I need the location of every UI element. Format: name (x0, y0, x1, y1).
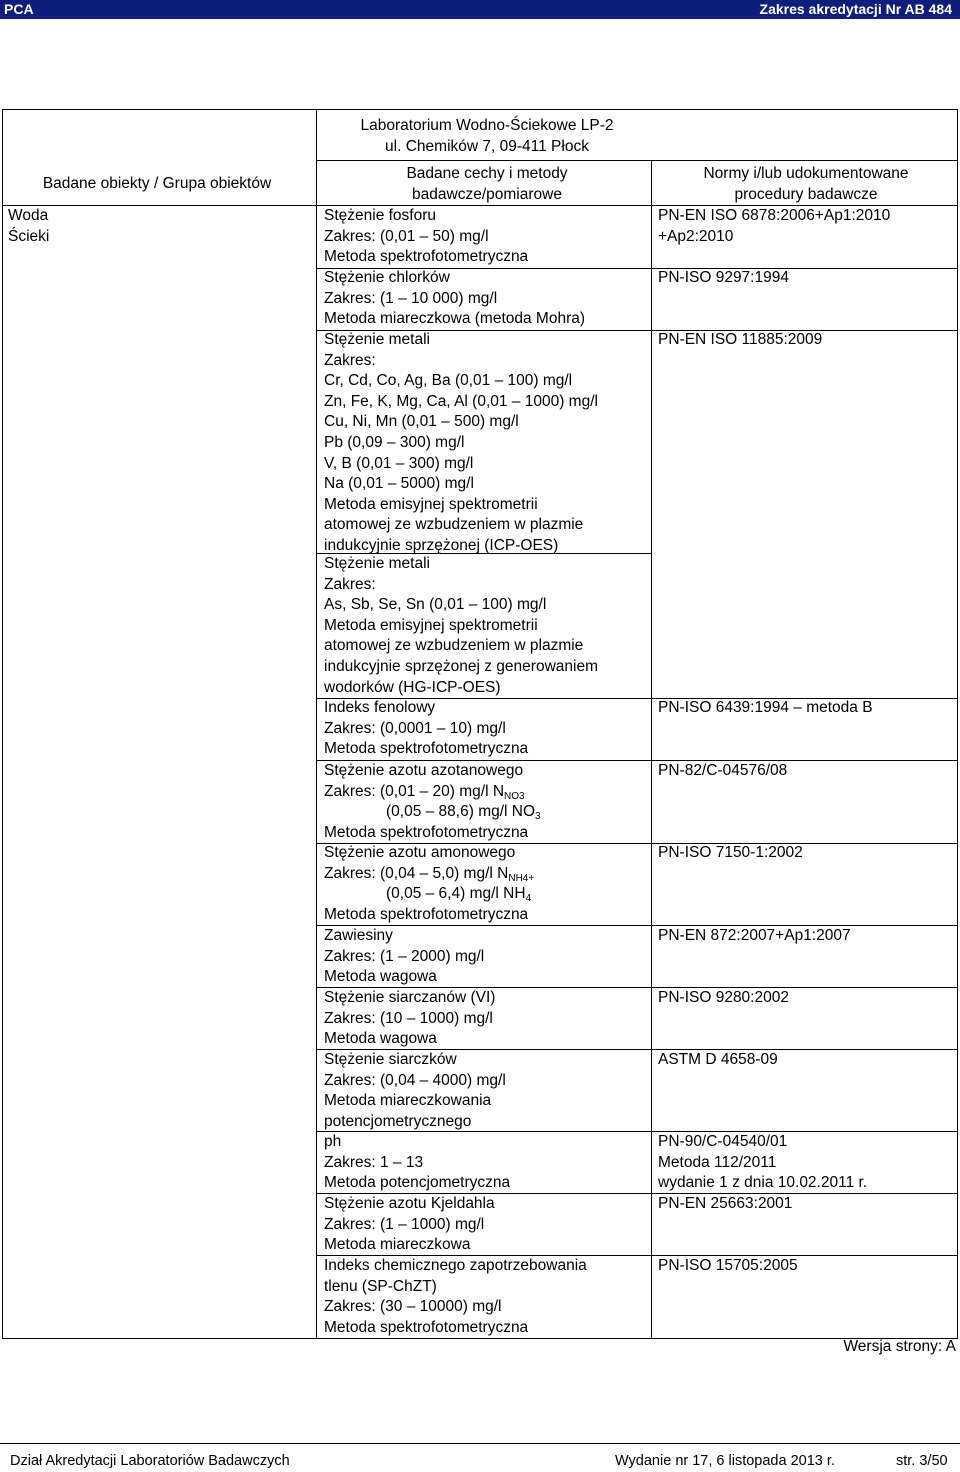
column-header-norms: Normy i/lub udokumentowane procedury badawcze (703, 165, 909, 203)
header-org: PCA (4, 1, 34, 17)
entry-chlorides: Stężenie chlorków Zakres: (1 – 10 000) mg/l Metoda miareczkowa (metoda Mohra) (324, 269, 586, 328)
norm-ammonium-nitrogen: PN-ISO 7150-1:2002 (658, 844, 803, 861)
norm-suspended-solids: PN-EN 872:2007+Ap1:2007 (658, 927, 851, 944)
column-header-methods: Badane cechy i metody badawcze/pomiarowe (406, 165, 568, 203)
page-version: Wersja strony: A (843, 1338, 956, 1355)
norm-chlorides: PN-ISO 9297:1994 (658, 269, 789, 286)
entry-phosphorus: Stężenie fosforu Zakres: (0,01 – 50) mg/l Metoda spektrofotometryczna (324, 207, 529, 266)
header-accreditation-number: Zakres akredytacji Nr AB 484 (759, 1, 952, 17)
entry-phenol-index: Indeks fenolowy Zakres: (0,0001 – 10) mg/l Metoda spektrofotometryczna (324, 699, 529, 758)
page-header-bar (0, 0, 960, 19)
tested-objects (8, 206, 49, 247)
object-water: Woda (8, 207, 49, 224)
entry-ph: ph Zakres: 1 – 13 Metoda potencjometryczna (324, 1133, 511, 1192)
footer-edition: Wydanie nr 17, 6 listopada 2013 r. (615, 1453, 835, 1469)
norm-ph: PN-90/C-04540/01 Metoda 112/2011 wydanie 1 z dnia 10.02.2011 r. (658, 1133, 868, 1192)
norm-sulphides: ASTM D 4658-09 (658, 1051, 778, 1068)
footer-department: Dział Akredytacji Laboratoriów Badawczych (10, 1453, 290, 1469)
norm-cod: PN-ISO 15705:2005 (658, 1257, 798, 1274)
norm-phenol-index: PN-ISO 6439:1994 – metoda B (658, 699, 873, 716)
entry-ammonium-nitrogen: Stężenie azotu amonowego Zakres: (0,04 – 5,0) mg/l $N_{NH4+}$ (0,05 – 6,4) mg/l $NH_4$ Metoda spektrofotometryczna (324, 844, 535, 923)
entry-sulphates: Stężenie siarczanów (VI) Zakres: (10 – 1000) mg/l Metoda wagowa (324, 989, 496, 1048)
laboratory-info (322, 116, 652, 157)
norm-phosphorus: PN-EN ISO 6878:2006+Ap1:2010 +Ap2:2010 (658, 207, 891, 245)
norm-nitrate-nitrogen: PN-82/C-04576/08 (658, 762, 788, 779)
laboratory-address: ul. Chemików 7, 09-411 Płock (385, 137, 589, 155)
column-header-objects: Badane obiekty / Grupa obiektów (42, 175, 272, 192)
footer-page-number: str. 3/50 (896, 1453, 948, 1469)
entry-sulphides: Stężenie siarczków Zakres: (0,04 – 4000) mg/l Metoda miareczkowania potencjometrycznego (324, 1051, 506, 1130)
entry-nitrate-nitrogen: Stężenie azotu azotanowego Zakres: (0,01 – 20) mg/l $N_{NO3}$ (0,05 – 88,6) mg/l $NO_3$ Metoda spektrofotometryczna (324, 762, 541, 841)
entry-metals-icp: Stężenie metali Zakres: Cr, Cd, Co, Ag, Ba (0,01 – 100) mg/l Zn, Fe, K, Mg, Ca, Al (0,01 – 1000) mg/l Cu, Ni, Mn (0,01 – 500) mg/l Pb (0,09 – 300) mg/l V, B (0,01 – 300) mg/l Na (0,01 – 5000) mg/l Metoda emisyjnej spektrometrii atomowej ze wzbudzeniem w plazmie indukcyjnie sprzężonej (ICP-OES) (324, 331, 598, 554)
entry-cod: Indeks chemicznego zapotrzebowania tlenu (SP-ChZT) Zakres: (30 – 10000) mg/l Metoda spektrofotometryczna (324, 1257, 587, 1336)
footer-divider (0, 1443, 960, 1444)
object-sewage: Ścieki (8, 227, 50, 245)
entry-suspended-solids: Zawiesiny Zakres: (1 – 2000) mg/l Metoda wagowa (324, 927, 485, 986)
norm-kjeldahl-nitrogen: PN-EN 25663:2001 (658, 1195, 793, 1212)
norm-sulphates: PN-ISO 9280:2002 (658, 989, 789, 1006)
entry-metals-hg-icp: Stężenie metali Zakres: As, Sb, Se, Sn (0,01 – 100) mg/l Metoda emisyjnej spektrometrii atomowej ze wzbudzeniem w plazmie indukcyjnie sprzężonej z generowaniem wodorków (HG-ICP-OES) (324, 555, 598, 696)
laboratory-name: Laboratorium Wodno-Ściekowe LP-2 (360, 117, 614, 134)
norm-metals-icp: PN-EN ISO 11885:2009 (658, 331, 823, 348)
entry-kjeldahl-nitrogen: Stężenie azotu Kjeldahla Zakres: (1 – 1000) mg/l Metoda miareczkowa (324, 1195, 495, 1254)
